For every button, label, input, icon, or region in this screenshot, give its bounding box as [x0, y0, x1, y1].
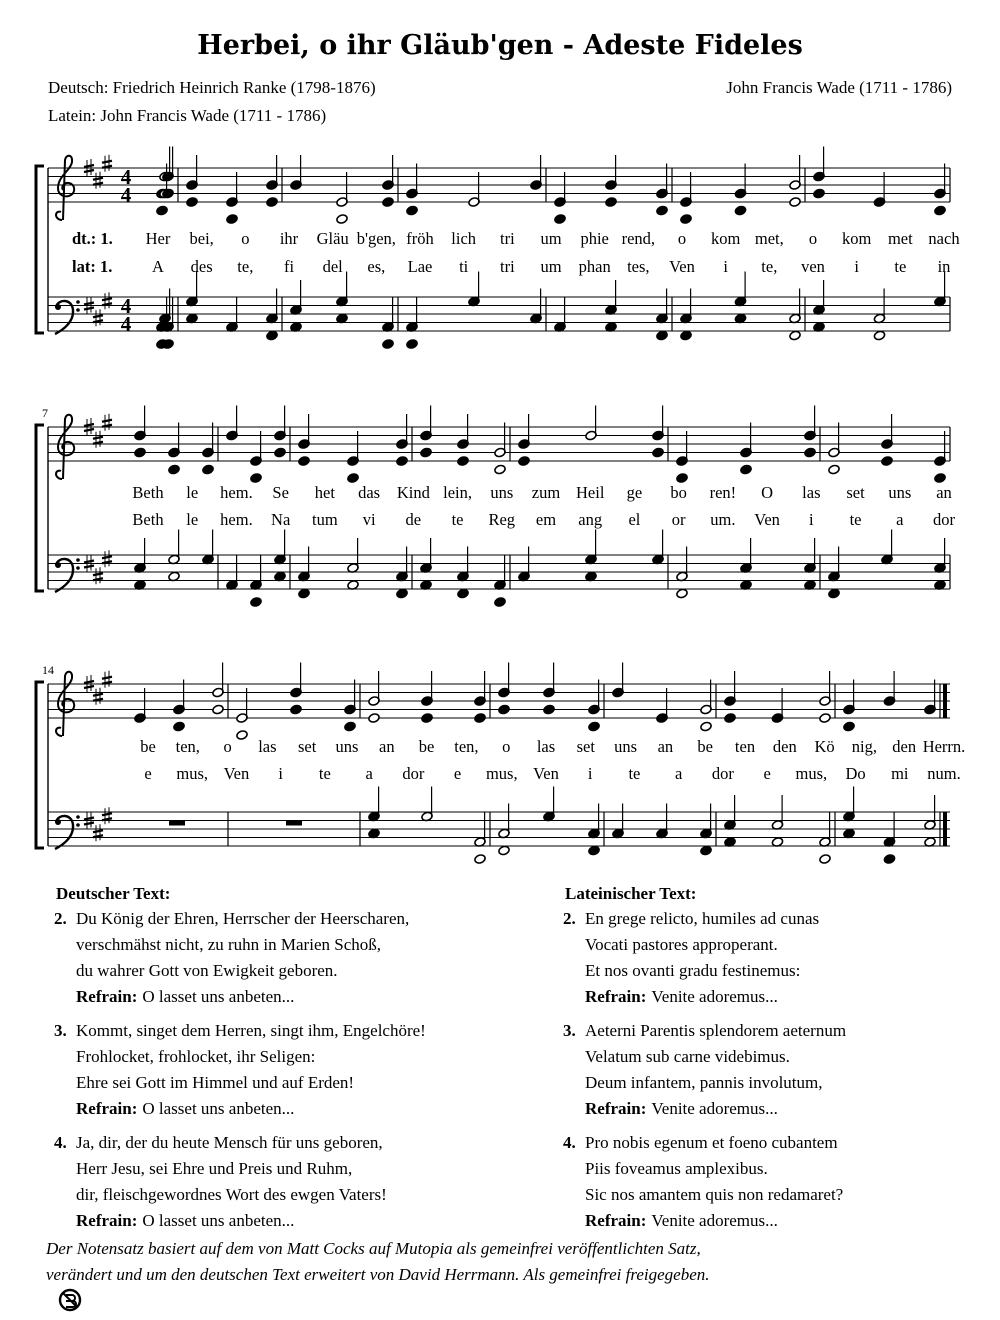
notehead — [724, 713, 736, 724]
notehead — [700, 721, 712, 732]
lyric-syllable: es, — [367, 257, 386, 276]
stanza-line: Et nos ovanti gradu festinemus: — [585, 961, 801, 980]
notehead — [202, 464, 214, 475]
german-stanza-2 — [56, 906, 496, 1010]
treble-clef — [56, 156, 74, 220]
lyric-syllable: be — [418, 737, 435, 756]
composer-credit: John Francis Wade (1711 - 1786) — [726, 78, 952, 97]
lyric-syllable: i — [278, 764, 283, 783]
notehead — [212, 704, 224, 715]
notehead — [494, 597, 506, 608]
lyric-syllable: Gläu — [316, 229, 349, 248]
lyric-syllable: mus, — [485, 764, 518, 783]
latin-lyrics — [152, 257, 950, 276]
lyric-syllable: kom — [710, 229, 741, 248]
notehead — [789, 330, 801, 341]
notehead — [819, 854, 831, 865]
stanza-line: Ehre sei Gott im Himmel und auf Erden! — [76, 1073, 355, 1092]
lyric-syllable: uns — [335, 737, 359, 756]
latin-stanza-4 — [565, 1130, 965, 1234]
time-signature-top: 4 — [120, 165, 132, 189]
lyric-syllable: Do — [845, 764, 866, 783]
lyric-syllable: lein, — [443, 483, 472, 502]
notehead — [298, 456, 310, 467]
system-2 — [36, 406, 956, 608]
lyric-syllable: Beth — [132, 483, 164, 502]
stanza-line: Herr Jesu, sei Ehre und Preis und Ruhm, — [76, 1159, 353, 1178]
public-domain-icon — [58, 1288, 82, 1312]
lyric-syllable: e — [453, 764, 462, 783]
notehead — [828, 464, 840, 475]
lyric-syllable: nig, — [851, 737, 878, 756]
lyric-syllable: O — [761, 483, 774, 502]
system-3 — [36, 663, 965, 865]
lyric-syllable: e — [144, 764, 152, 783]
lyric-syllable: uns — [490, 483, 514, 502]
lyric-syllable: i — [587, 764, 593, 783]
lyric-syllable: mus, — [795, 764, 828, 783]
sharp-sign — [93, 688, 103, 705]
notehead — [347, 473, 359, 484]
bass-staff — [48, 812, 950, 846]
notehead — [656, 330, 668, 341]
lyric-syllable: o — [223, 737, 232, 756]
sharp-sign — [102, 155, 112, 172]
final-barline — [943, 684, 947, 718]
time-signature-top: 4 — [120, 294, 132, 318]
notehead — [134, 447, 146, 458]
german-text-credit: Deutsch: Friedrich Heinrich Ranke (1798-1876) — [48, 78, 376, 97]
notehead — [474, 713, 486, 724]
lyric-syllable: dor — [402, 764, 425, 783]
latin-stanza-3 — [565, 1018, 965, 1122]
lyric-syllable: ren! — [709, 483, 737, 502]
lyric-syllable: lich — [451, 229, 477, 248]
lyric-syllable: a — [365, 764, 373, 783]
treble-clef — [56, 415, 74, 479]
page-title: Herbei, o ihr Gläub'gen - Adeste Fideles — [197, 30, 803, 61]
refrain-label: Refrain: — [585, 987, 647, 1006]
sharp-sign — [102, 414, 112, 431]
german-lyrics — [140, 737, 965, 756]
notehead — [494, 464, 506, 475]
lyric-syllable: i — [723, 257, 728, 276]
system-1 — [36, 147, 960, 350]
lyric-syllable: te, — [761, 257, 778, 276]
lyric-syllable: met, — [754, 229, 784, 248]
stanza-number: 2. — [54, 909, 67, 928]
bass-clef-dot — [76, 823, 80, 827]
lyric-syllable: las — [258, 737, 277, 756]
notehead — [457, 588, 469, 599]
notehead — [804, 447, 816, 458]
lyric-syllable: het — [314, 483, 335, 502]
notehead — [396, 456, 408, 467]
lyric-syllable: phan — [578, 257, 611, 276]
lyric-syllable: Ven — [669, 257, 695, 276]
notehead — [828, 588, 840, 599]
lyric-syllable: Beth — [132, 510, 164, 529]
lyric-syllable: set — [576, 737, 595, 756]
lyric-syllable: o — [677, 229, 687, 248]
lyric-syllable: an — [379, 737, 395, 756]
notehead — [368, 713, 380, 724]
stanza-line: Du König der Ehren, Herrscher der Heerscharen, — [76, 909, 410, 928]
lyric-syllable: las — [536, 737, 556, 756]
bass-clef-dot — [55, 819, 61, 825]
measure-number: 14 — [42, 663, 54, 677]
sharp-sign — [93, 567, 103, 584]
notehead — [789, 197, 801, 208]
lyric-syllable: b'gen, — [356, 229, 396, 248]
notehead — [173, 721, 185, 732]
lyric-syllable: or — [671, 510, 686, 529]
sharp-sign — [93, 172, 103, 189]
bass-clef-dot — [76, 815, 80, 819]
lyric-syllable: zum — [531, 483, 561, 502]
stanza-number: 3. — [563, 1021, 576, 1040]
german-verse-label: dt.: 1. — [72, 229, 113, 248]
notehead — [700, 845, 712, 856]
lyric-syllable: el — [628, 510, 641, 529]
lyric-syllable: te — [318, 764, 331, 783]
lyric-syllable: Ven — [533, 764, 559, 783]
notehead — [156, 205, 168, 216]
lyric-syllable: Ven — [754, 510, 780, 529]
lyric-syllable: em — [535, 510, 557, 529]
refrain-text: O lasset uns anbeten... — [142, 1099, 295, 1118]
stanza-line: Vocati pastores approperant. — [585, 935, 778, 954]
stanza-line: Sic nos amantem quis non redamaret? — [585, 1185, 844, 1204]
lyric-syllable: in — [937, 257, 951, 276]
notehead — [186, 197, 198, 208]
notehead — [652, 447, 664, 458]
refrain-label: Refrain: — [76, 1099, 138, 1118]
notehead — [676, 473, 688, 484]
lyric-syllable: del — [322, 257, 343, 276]
sharp-sign — [93, 824, 103, 841]
notehead — [290, 704, 302, 715]
notehead — [168, 464, 180, 475]
lyric-syllable: fi — [283, 257, 295, 276]
notehead — [406, 205, 418, 216]
lyric-syllable: Na — [271, 510, 291, 529]
notehead — [250, 597, 262, 608]
lyric-syllable: dor — [933, 510, 955, 529]
stanza-line: Piis foveamus amplexibus. — [585, 1159, 768, 1178]
lyric-syllable: ten, — [454, 737, 479, 756]
notehead — [873, 330, 885, 341]
notehead — [813, 188, 825, 199]
lyric-syllable: met — [887, 229, 913, 248]
system-bracket — [36, 425, 44, 591]
bass-clef-dot — [76, 308, 80, 312]
lyric-syllable: de — [405, 510, 422, 529]
lyric-syllable: uns — [614, 737, 638, 756]
notehead — [274, 447, 286, 458]
lyric-syllable: o — [502, 737, 511, 756]
notehead — [298, 588, 310, 599]
notehead — [382, 197, 394, 208]
lyric-syllable: mi — [891, 764, 909, 783]
notehead — [420, 447, 432, 458]
refrain-label: Refrain: — [585, 1099, 647, 1118]
latin-text-credit: Latein: John Francis Wade (1711 - 1786) — [48, 106, 327, 125]
lyric-syllable: le — [186, 510, 199, 529]
time-signature-bottom: 4 — [120, 183, 132, 207]
refrain-label: Refrain: — [76, 1211, 138, 1230]
notehead — [680, 214, 692, 225]
notehead — [382, 339, 394, 350]
lyric-syllable: te — [849, 510, 862, 529]
stanza-line: Deum infantem, pannis involutum, — [585, 1073, 823, 1092]
notehead — [236, 730, 248, 741]
stanza-line: Aeterni Parentis splendorem aeternum — [585, 1021, 847, 1040]
lyric-syllable: um. — [710, 510, 736, 529]
bass-clef-dot — [76, 566, 80, 570]
german-lyrics — [146, 229, 961, 248]
notehead — [656, 205, 668, 216]
refrain-text: Venite adoremus... — [651, 1099, 778, 1118]
notehead — [396, 588, 408, 599]
notehead — [474, 854, 486, 865]
lyric-syllable: hem. — [220, 510, 253, 529]
footer-line-1: Der Notensatz basiert auf dem von Matt Cocks auf Mutopia als gemeinfrei veröffentlichten Satz, — [46, 1239, 701, 1258]
lyric-syllable: Lae — [407, 257, 433, 276]
treble-clef — [56, 672, 74, 736]
lyric-syllable: Her — [145, 229, 171, 248]
sharp-sign — [102, 550, 112, 567]
notehead — [250, 473, 262, 484]
notehead — [881, 456, 893, 467]
notehead — [336, 214, 348, 225]
stanza-line: Frohlocket, frohlocket, ihr Seligen: — [76, 1047, 316, 1066]
lyric-syllable: Herrn. — [922, 737, 966, 756]
bass-clef-dot — [55, 304, 61, 310]
lyric-syllable: Kind — [396, 483, 430, 502]
lyric-syllable: ge — [626, 483, 643, 502]
notehead — [734, 205, 746, 216]
notehead — [740, 464, 752, 475]
notehead — [680, 330, 692, 341]
lyric-syllable: an — [936, 483, 952, 502]
lyric-syllable: um — [540, 229, 562, 248]
refrain-label: Refrain: — [585, 1211, 647, 1230]
stanza-line: du wahrer Gott von Ewigkeit geboren. — [76, 961, 338, 980]
stanza-line: Pro nobis egenum et foeno cubantem — [585, 1133, 838, 1152]
refrain-text: O lasset uns anbeten... — [142, 987, 295, 1006]
lyric-syllable: num. — [927, 764, 961, 783]
lyric-syllable: Se — [272, 483, 289, 502]
whole-rest — [169, 821, 185, 826]
lyric-syllable: an — [657, 737, 674, 756]
lyric-syllable: tum — [312, 510, 338, 529]
lyric-syllable: ti — [459, 257, 469, 276]
stanza-number: 3. — [54, 1021, 67, 1040]
footer-note — [46, 1236, 946, 1288]
stanza-number: 4. — [54, 1133, 67, 1152]
notehead — [421, 713, 433, 724]
lyric-syllable: Ven — [223, 764, 250, 783]
german-verses — [56, 884, 496, 1234]
sharp-sign — [93, 309, 103, 326]
notehead — [498, 704, 510, 715]
notehead — [226, 214, 238, 225]
lyric-syllable: o — [808, 229, 818, 248]
notehead — [498, 845, 510, 856]
notehead — [883, 854, 895, 865]
time-signature-bottom: 4 — [120, 312, 132, 336]
latin-lyrics — [144, 764, 960, 783]
notehead — [457, 456, 469, 467]
lyric-syllable: vi — [362, 510, 376, 529]
lyric-syllable: i — [809, 510, 814, 529]
lyric-syllable: te — [894, 257, 907, 276]
sharp-sign — [102, 671, 112, 688]
bass-clef-dot — [76, 300, 80, 304]
lyric-syllable: ten — [734, 737, 756, 756]
stanza-line: Ja, dir, der du heute Mensch für uns geboren, — [76, 1133, 383, 1152]
notehead — [406, 339, 418, 350]
lyric-syllable: i — [854, 257, 859, 276]
lyric-syllable: te — [628, 764, 641, 783]
stanza-line: Velatum sub carne videbimus. — [585, 1047, 790, 1066]
final-barline — [943, 812, 947, 846]
bass-clef-dot — [76, 558, 80, 562]
lyric-syllable: ten, — [175, 737, 200, 756]
sharp-sign — [93, 431, 103, 448]
notehead — [588, 721, 600, 732]
lyric-syllable: das — [358, 483, 381, 502]
lyric-syllable: den — [892, 737, 917, 756]
lyric-syllable: mus, — [176, 764, 209, 783]
lyric-syllable: um — [540, 257, 562, 276]
lyric-syllable: uns — [888, 483, 912, 502]
lyric-syllable: Reg — [488, 510, 516, 529]
lyric-syllable: be — [697, 737, 713, 756]
lyric-syllable: be — [140, 737, 156, 756]
lyric-syllable: le — [186, 483, 199, 502]
footer-line-2: verändert und um den deutschen Text erweitert von David Herrmann. Als gemeinfrei freigegeben. — [46, 1265, 710, 1284]
refrain-text: Venite adoremus... — [651, 987, 778, 1006]
latin-verse-label: lat: 1. — [72, 257, 113, 276]
sharp-sign — [102, 807, 112, 824]
lyric-syllable: des — [190, 257, 213, 276]
lyric-syllable: tes, — [627, 257, 650, 276]
lyric-syllable: nach — [928, 229, 960, 248]
lyric-syllable: rend, — [621, 229, 656, 248]
lyric-syllable: den — [772, 737, 797, 756]
stanza-line: verschmähst nicht, zu ruhn in Marien Schoß, — [76, 935, 381, 954]
stanza-line: dir, fleischgewordnes Wort des ewgen Vaters! — [76, 1185, 387, 1204]
lyric-syllable: Heil — [576, 483, 605, 502]
whole-rest — [286, 821, 302, 826]
system-bracket — [36, 166, 44, 333]
latin-verses-heading: Lateinischer Text: — [565, 884, 697, 903]
notehead — [266, 197, 278, 208]
stanza-line: En grege relicto, humiles ad cunas — [585, 909, 820, 928]
latin-stanza-2 — [565, 906, 965, 1010]
lyric-syllable: hem. — [220, 483, 253, 502]
german-stanza-4 — [56, 1130, 496, 1234]
system-bracket — [36, 682, 44, 848]
notehead — [934, 205, 946, 216]
lyric-syllable: a — [896, 510, 904, 529]
lyric-syllable: set — [298, 737, 317, 756]
stanza-line: Kommt, singet dem Herren, singt ihm, Engelchöre! — [76, 1021, 426, 1040]
notehead — [344, 721, 356, 732]
notehead — [588, 845, 600, 856]
stanza-number: 2. — [563, 909, 576, 928]
lyric-syllable: fröh — [406, 229, 434, 248]
notehead — [934, 473, 946, 484]
lyric-syllable: las — [802, 483, 821, 502]
german-stanza-3 — [56, 1018, 496, 1122]
german-lyrics — [132, 483, 951, 502]
notehead — [676, 588, 688, 599]
notehead — [605, 197, 617, 208]
lyric-syllable: Kö — [814, 737, 835, 756]
lyric-syllable: ang — [578, 510, 603, 529]
latin-verses — [565, 884, 965, 1234]
sharp-sign — [102, 292, 112, 309]
lyric-syllable: set — [846, 483, 865, 502]
german-verses-heading: Deutscher Text: — [56, 884, 171, 903]
lyric-syllable: te — [451, 510, 464, 529]
bass-clef-dot — [55, 562, 61, 568]
notehead — [543, 704, 555, 715]
notehead — [518, 456, 530, 467]
lyric-syllable: bei, — [189, 229, 214, 248]
refrain-label: Refrain: — [76, 987, 138, 1006]
refrain-text: O lasset uns anbeten... — [142, 1211, 295, 1230]
lyric-syllable: kom — [841, 229, 872, 248]
lyric-syllable: phie — [580, 229, 609, 248]
notehead — [266, 330, 278, 341]
notehead — [554, 214, 566, 225]
lyric-syllable: e — [763, 764, 771, 783]
lyric-syllable: A — [152, 257, 164, 276]
lyric-syllable: bo — [670, 483, 687, 502]
lyric-syllable: tri — [499, 229, 515, 248]
lyric-syllable: tri — [499, 257, 515, 276]
notehead — [843, 721, 855, 732]
measure-number: 7 — [42, 406, 48, 420]
lyric-syllable: dor — [711, 764, 734, 783]
latin-lyrics — [132, 510, 955, 529]
lyric-syllable: ihr — [279, 229, 299, 248]
lyric-syllable: a — [675, 764, 683, 783]
lyric-syllable: ven — [801, 257, 825, 276]
notehead — [819, 713, 831, 724]
stanza-number: 4. — [563, 1133, 576, 1152]
refrain-text: Venite adoremus... — [651, 1211, 778, 1230]
lyric-syllable: o — [241, 229, 250, 248]
lyric-syllable: te, — [237, 257, 254, 276]
